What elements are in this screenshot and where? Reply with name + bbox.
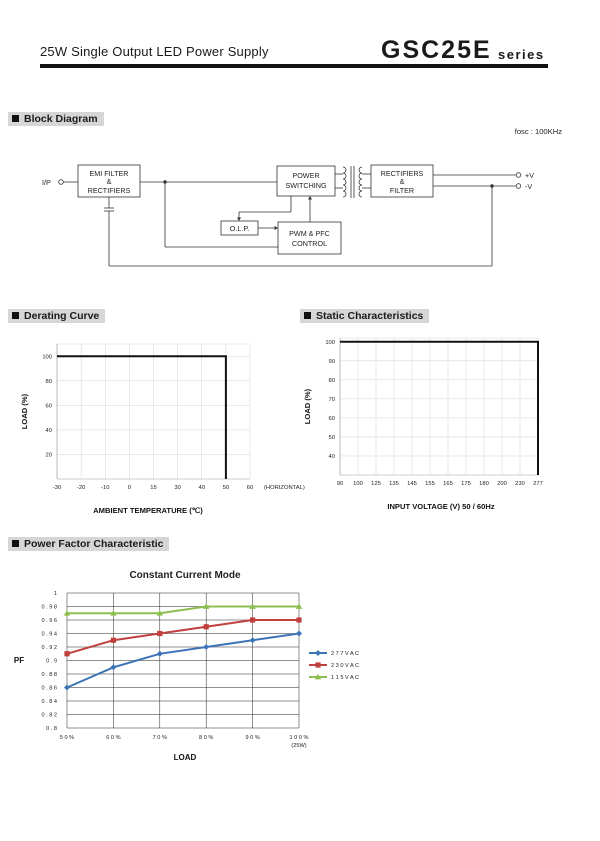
x-tick-label: 145 [407,481,417,487]
y-axis-label: LOAD (%) [303,388,312,425]
emi-label-1: EMI FILTER [89,169,129,178]
data-point [250,617,255,622]
x-tick-label: 6 0 % [106,735,121,741]
legend-label: 2 3 0 V A C [331,663,359,669]
x-tick-label: -10 [101,485,110,491]
y-tick-label: 0 . 9 6 [41,618,57,624]
y-tick-label: 100 [42,354,52,361]
y-tick-label: 0 . 8 4 [41,699,57,705]
rectifier-label-3: FILTER [389,186,415,195]
x-tick-label: 180 [479,481,489,487]
document-subtitle: 25W Single Output LED Power Supply [40,44,269,59]
data-point [315,662,320,667]
x-axis-label: LOAD [173,753,197,762]
x-tick-label: 90 [336,481,344,487]
y-tick-label: 0 . 8 2 [41,712,57,719]
curve-line [57,356,226,479]
y-tick-label: 50 [328,434,335,441]
y-tick-label: 60 [328,415,335,422]
y-tick-label: 40 [328,453,335,460]
series-line [67,620,299,654]
data-point [296,631,302,637]
data-point [315,650,321,656]
y-tick-label: 0 . 9 4 [41,631,57,638]
series-label: series [498,47,545,62]
emi-label-2: & [106,177,112,186]
series-line [67,607,299,614]
pwm-label-2: CONTROL [291,239,328,248]
legend-label: 2 7 7 V A C [331,651,359,657]
x-tick-label: 165 [443,481,453,487]
power-switching-label-2: SWITCHING [285,181,327,190]
y-axis-label: LOAD (%) [20,393,29,430]
olp-label: O.L.P. [229,224,250,233]
x-tick-label: 230 [515,481,525,487]
model-name: GSC25E [381,36,492,64]
y-tick-label: 80 [328,377,335,384]
data-point [64,685,70,691]
data-point [250,637,256,643]
x-tick-label: 0 [127,485,131,491]
data-point [157,651,163,657]
y-tick-label: 0 . 8 8 [41,672,57,678]
x-tick-label: 100 [353,481,363,487]
x-tick-label: 175 [461,481,471,487]
y-tick-label: 90 [328,358,335,365]
power-factor-chart [0,560,420,770]
x-tick-label: 5 0 % [59,735,75,741]
emi-label-3: RECTIFIERS [87,186,131,195]
x-axis-note: (HORIZONTAL) [264,485,305,491]
power-switching-label-1: POWER [292,171,320,180]
y-tick-label: 0 . 8 [46,726,57,732]
x-tick-label: 1 0 0 % [289,735,309,741]
chart-title: Constant Current Mode [129,570,241,581]
output-negative-label: -V [525,182,533,191]
x-axis-label: INPUT VOLTAGE (V) 50 / 60Hz [387,502,495,511]
y-tick-label: 0 . 8 6 [41,685,57,692]
section-title: Block Diagram [24,113,98,125]
x-tick-label: 135 [389,481,399,487]
data-point [204,624,209,629]
x-axis-note: (25W) [291,743,307,749]
x-axis-label: AMBIENT TEMPERATURE (℃) [93,506,203,515]
y-tick-label: 60 [45,403,52,410]
pwm-label-1: PWM & PFC [289,229,330,238]
x-tick-label: 50 [222,485,230,491]
y-tick-label: 1 [53,591,57,597]
y-tick-label: 80 [45,378,52,385]
output-positive-label: +V [525,171,534,180]
data-point [111,638,116,643]
static-chart [300,330,600,520]
x-tick-label: 200 [497,481,507,487]
x-tick-label: -30 [52,485,62,491]
rectifier-label-2: & [399,177,405,186]
section-title: Static Characteristics [316,310,424,322]
data-point [203,644,209,650]
y-tick-label: 100 [325,339,335,346]
x-tick-label: -20 [76,485,86,491]
x-tick-label: 60 [246,485,254,491]
x-tick-label: 7 0 % [152,735,167,741]
y-tick-label: 20 [45,452,52,459]
y-tick-label: 40 [45,427,52,434]
x-tick-label: 40 [198,485,205,491]
x-tick-label: 125 [371,481,381,487]
x-tick-label: 9 0 % [245,735,260,741]
y-tick-label: 70 [328,396,335,403]
y-tick-label: 0 . 9 [46,658,57,665]
y-tick-label: 0 . 9 2 [41,645,57,651]
section-title: Derating Curve [24,310,100,322]
x-tick-label: 15 [150,485,157,491]
legend-label: 1 1 5 V A C [331,675,359,681]
x-tick-label: 155 [425,481,435,487]
data-point [296,617,301,622]
rectifier-label-1: RECTIFIERS [380,169,424,178]
data-point [64,651,69,656]
x-tick-label: 8 0 % [199,735,214,741]
section-title: Power Factor Characteristic [24,538,164,550]
curve-line [340,342,538,475]
y-tick-label: 0 . 9 8 [41,604,57,611]
data-point [157,631,162,636]
y-axis-label: PF [13,656,25,665]
input-label: I/P [42,178,51,187]
derating-chart [0,330,305,520]
x-tick-label: 30 [174,485,181,491]
fosc-label: fosc : 100KHz [514,127,562,136]
x-tick-label: 277 [533,481,543,487]
data-point [110,664,116,670]
